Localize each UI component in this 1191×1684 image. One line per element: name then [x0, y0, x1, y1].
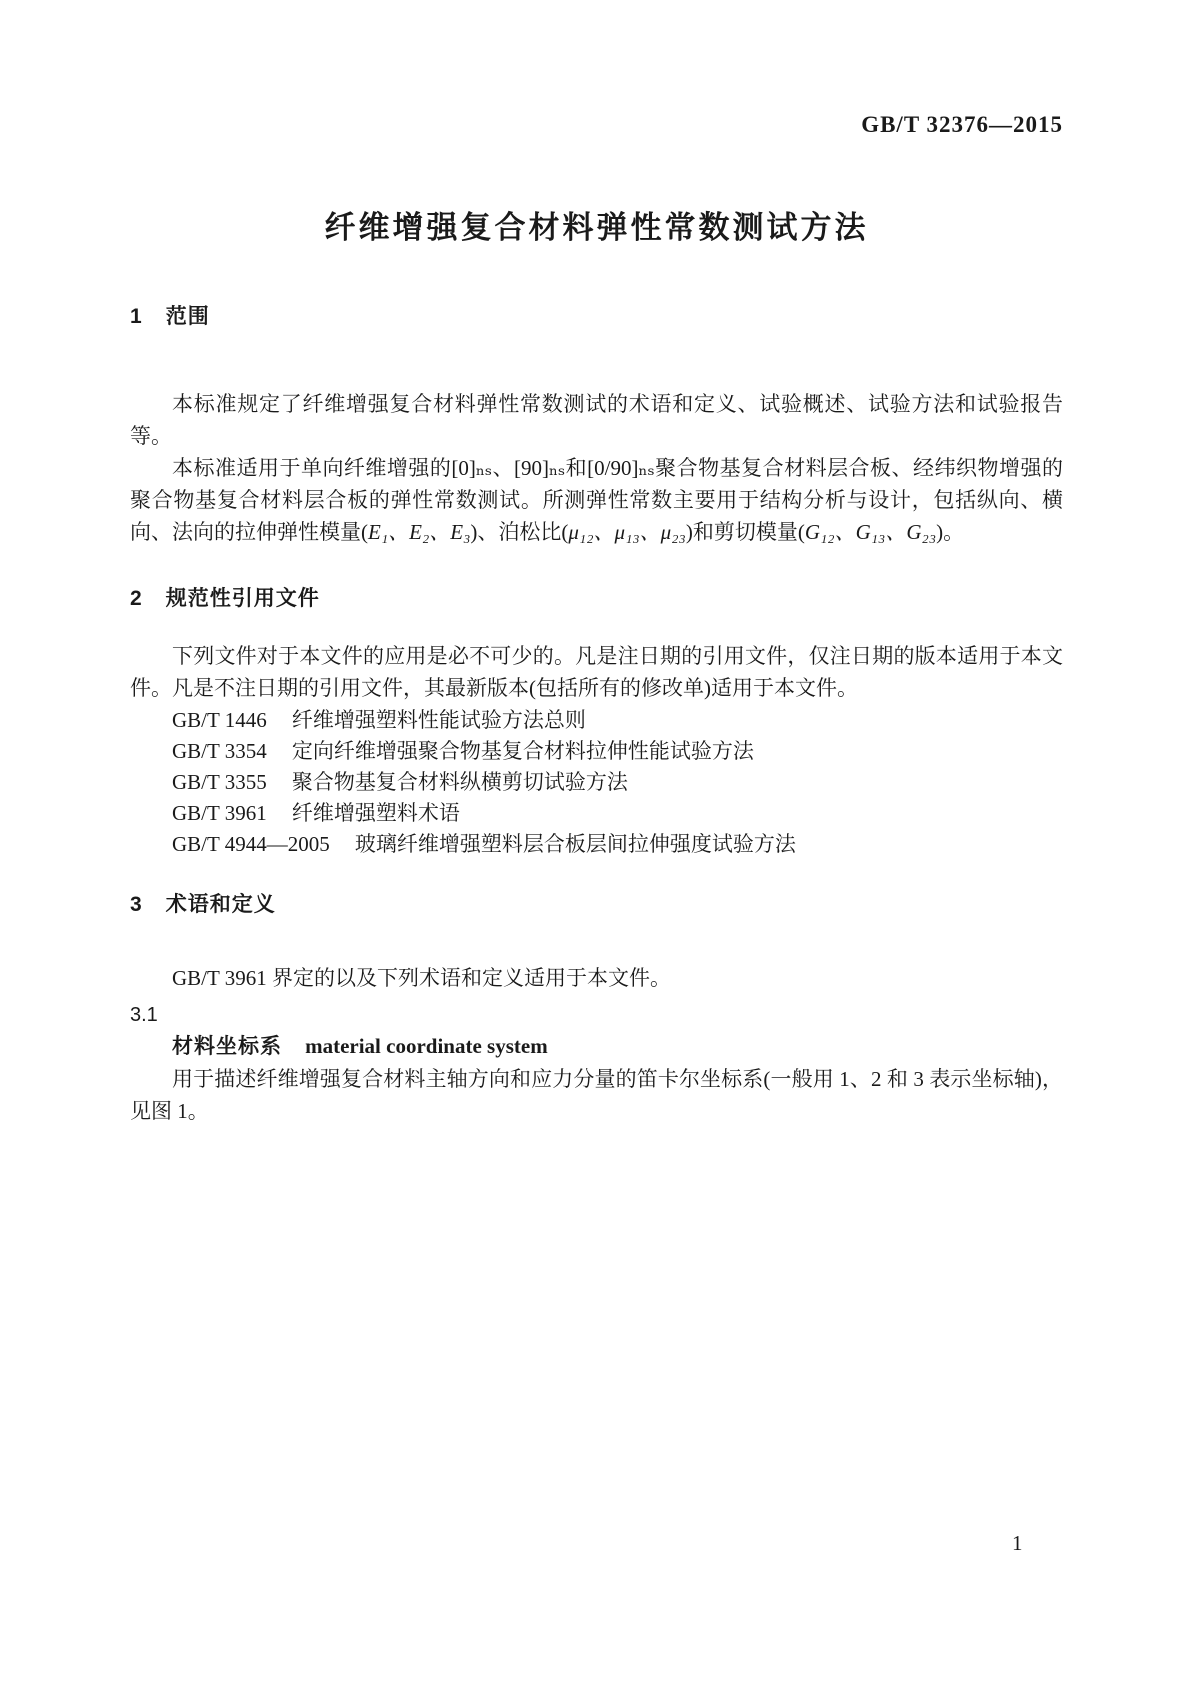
- reference-code: GB/T 1446: [172, 708, 267, 732]
- reference-list: [130, 705, 1063, 860]
- references-intro: 下列文件对于本文件的应用是必不可少的。凡是注日期的引用文件，仅注日期的版本适用于本文件。凡是不注日期的引用文件，其最新版本(包括所有的修改单)适用于本文件。: [130, 644, 1063, 700]
- reference-title: 玻璃纤维增强塑料层合板层间拉伸强度试验方法: [354, 832, 796, 856]
- term-definition: 用于描述纤维增强复合材料主轴方向和应力分量的笛卡尔坐标系(一般用 1、2 和 3 表示坐标轴)，见图 1。: [130, 1067, 1063, 1123]
- page-number: 1: [1012, 1531, 1023, 1555]
- reference-title: 纤维增强塑料术语: [291, 801, 460, 825]
- section-number: 2: [130, 587, 143, 610]
- section-references: [130, 584, 1063, 860]
- section-terms-heading: [130, 890, 1063, 920]
- section-references-heading: [130, 584, 1063, 614]
- reference-title: 定向纤维增强聚合物基复合材料拉伸性能试验方法: [291, 739, 754, 763]
- scope-paragraphs: [130, 388, 1063, 548]
- section-scope: [130, 302, 1063, 548]
- terms-intro: GB/T 3961 界定的以及下列术语和定义适用于本文件。: [172, 966, 671, 990]
- reference-title: 纤维增强塑料性能试验方法总则: [291, 708, 586, 732]
- document-title: 纤维增强复合材料弹性常数测试方法: [324, 210, 869, 245]
- reference-item: [130, 829, 1063, 860]
- term-name-en: material coordinate system: [305, 1034, 548, 1058]
- section-label: 范围: [165, 305, 210, 328]
- reference-code: GB/T 3354: [172, 739, 267, 763]
- section-terms: [130, 890, 1063, 1127]
- section-number: 3: [130, 893, 143, 916]
- reference-item: [130, 767, 1063, 798]
- section-label: 术语和定义: [165, 893, 276, 916]
- scope-paragraph-2: 本标准适用于单向纤维增强的[0]ₙₛ、[90]ₙₛ和[0/90]ₙₛ聚合物基复合材料层合板、经纬织物增强的聚合物基复合材料层合板的弹性常数测试。所测弹性常数主要用于结构分析与设计，包括纵向、横向、法向的拉伸弹性模量(E₁、E₂、E₃)、泊松比(μ₁₂、μ₁₃、μ₂₃)和剪切模量(G₁₂、G₁₃、G₂₃)。: [130, 456, 1063, 544]
- clause-number: 3.1: [130, 1004, 158, 1026]
- reference-code: GB/T 3961: [172, 801, 267, 825]
- reference-item: [130, 736, 1063, 767]
- reference-code: GB/T 3355: [172, 770, 267, 794]
- standard-code: GB/T 32376—2015: [861, 112, 1063, 137]
- section-label: 规范性引用文件: [165, 587, 320, 610]
- section-scope-heading: [130, 302, 1063, 332]
- scope-paragraph-1: 本标准规定了纤维增强复合材料弹性常数测试的术语和定义、试验概述、试验方法和试验报告等。: [130, 392, 1063, 448]
- reference-item: [130, 798, 1063, 829]
- reference-item: [130, 705, 1063, 736]
- reference-code: GB/T 4944—2005: [172, 832, 330, 856]
- reference-title: 聚合物基复合材料纵横剪切试验方法: [291, 770, 628, 794]
- term-entry: [130, 1030, 1063, 1063]
- section-number: 1: [130, 305, 143, 328]
- term-name-zh: 材料坐标系: [172, 1035, 282, 1058]
